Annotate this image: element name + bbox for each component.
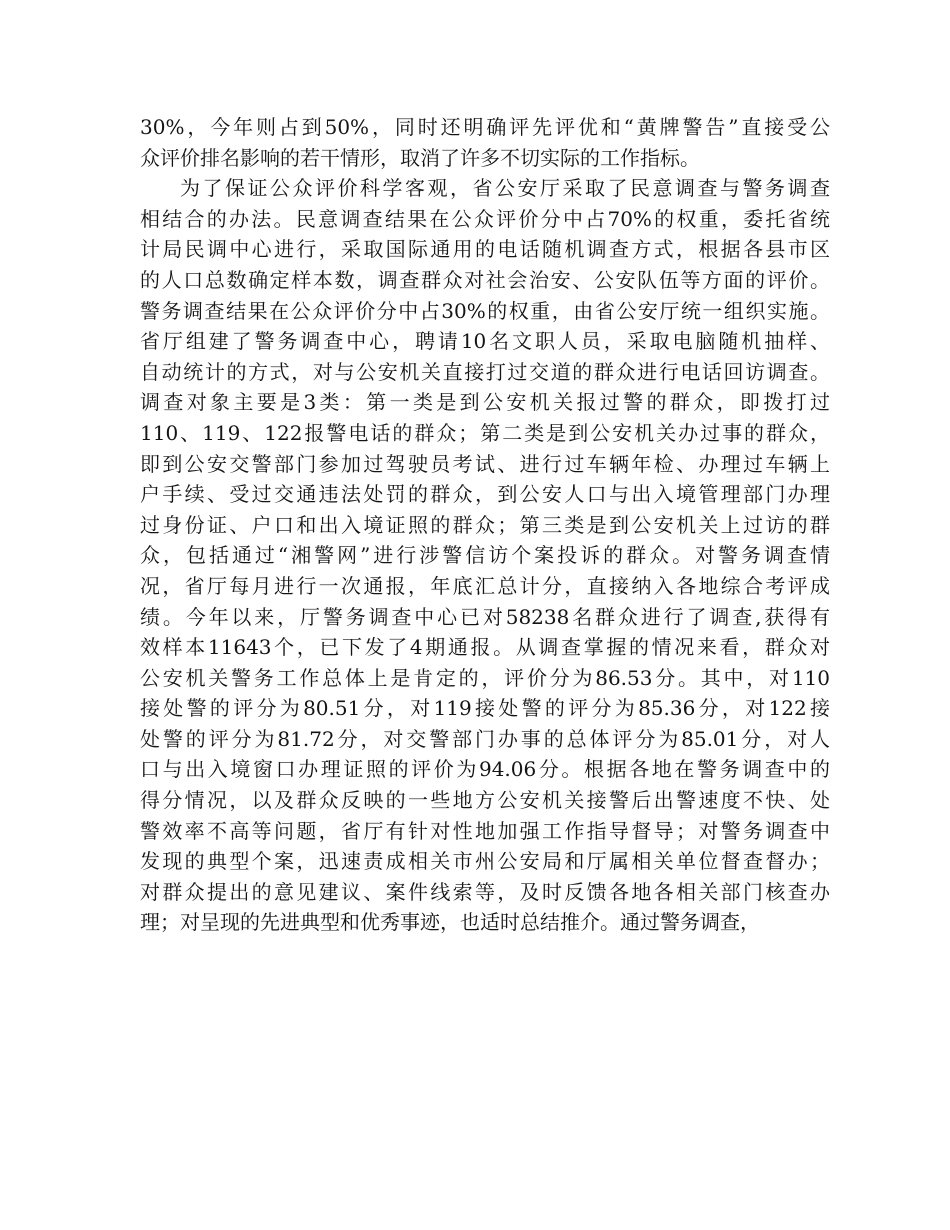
paragraph [140,112,830,173]
text-line: 省厅组建了警务调查中心，聘请10名文职人员，采取电脑随机抽样、 [140,329,830,354]
text-line: 口与出入境窗口办理证照的评价为94.06分。根据各地在警务调查中的 [140,757,830,782]
text-line: 110、119、122报警电话的群众；第二类是到公安机关办过事的群众， [140,420,830,445]
text-line: 计局民调中心进行，采取国际通用的电话随机调查方式，根据各县市区 [140,237,830,262]
text-line: 为了保证公众评价科学客观，省公安厅采取了民意调查与警务调查 [180,176,830,201]
text-line: 众，包括通过“湘警网”进行涉警信访个案投诉的群众。对警务调查情 [140,543,830,568]
text-line: 即到公安交警部门参加过驾驶员考试、进行过车辆年检、办理过车辆上 [140,451,830,476]
text-line: 相结合的办法。民意调查结果在公众评价分中占70%的权重，委托省统 [140,206,830,231]
text-line: 众评价排名影响的若干情形，取消了许多不切实际的工作指标。 [140,145,700,170]
text-line: 理；对呈现的先进典型和优秀事迹，也适时总结推介。通过警务调查， [140,910,760,935]
text-line: 警效率不高等问题，省厅有针对性地加强工作指导督导；对警务调查中 [140,818,830,843]
text-line: 得分情况，以及群众反映的一些地方公安机关接警后出警速度不快、处 [140,788,830,813]
text-line: 30%，今年则占到50%，同时还明确评先评优和“黄牌警告”直接受公 [140,115,830,139]
text-line: 绩。今年以来，厅警务调查中心已对58238名群众进行了调查,获得有 [140,604,830,629]
text-line: 效样本11643个，已下发了4期通报。从调查掌握的情况来看，群众对 [140,635,830,660]
text-line: 处警的评分为81.72分，对交警部门办事的总体评分为85.01分，对人 [140,726,830,751]
text-line: 调查对象主要是3类：第一类是到公安机关报过警的群众，即拨打过 [140,390,830,415]
text-line: 发现的典型个案，迅速责成相关市州公安局和厅属相关单位督查督办； [140,849,830,874]
text-line: 户手续、受过交通违法处罚的群众，到公安人口与出入境管理部门办理 [140,482,830,507]
text-line: 接处警的评分为80.51分，对119接处警的评分为85.36分，对122接 [140,696,830,721]
text-line: 对群众提出的意见建议、案件线索等，及时反馈各地各相关部门核查办 [140,879,830,904]
paragraph [140,173,830,938]
text-line: 公安机关警务工作总体上是肯定的，评价分为86.53分。其中，对110 [140,665,830,690]
text-line: 况，省厅每月进行一次通报，年底汇总计分，直接纳入各地综合考评成 [140,573,830,598]
body-text [140,112,830,938]
text-line: 过身份证、户口和出入境证照的群众；第三类是到公安机关上过访的群 [140,512,830,537]
text-line: 的人口总数确定样本数，调查群众对社会治安、公安队伍等方面的评价。 [140,267,830,292]
text-line: 自动统计的方式，对与公安机关直接打过交道的群众进行电话回访调查。 [140,359,830,384]
text-line: 警务调查结果在公众评价分中占30%的权重，由省公安厅统一组织实施。 [140,298,830,323]
